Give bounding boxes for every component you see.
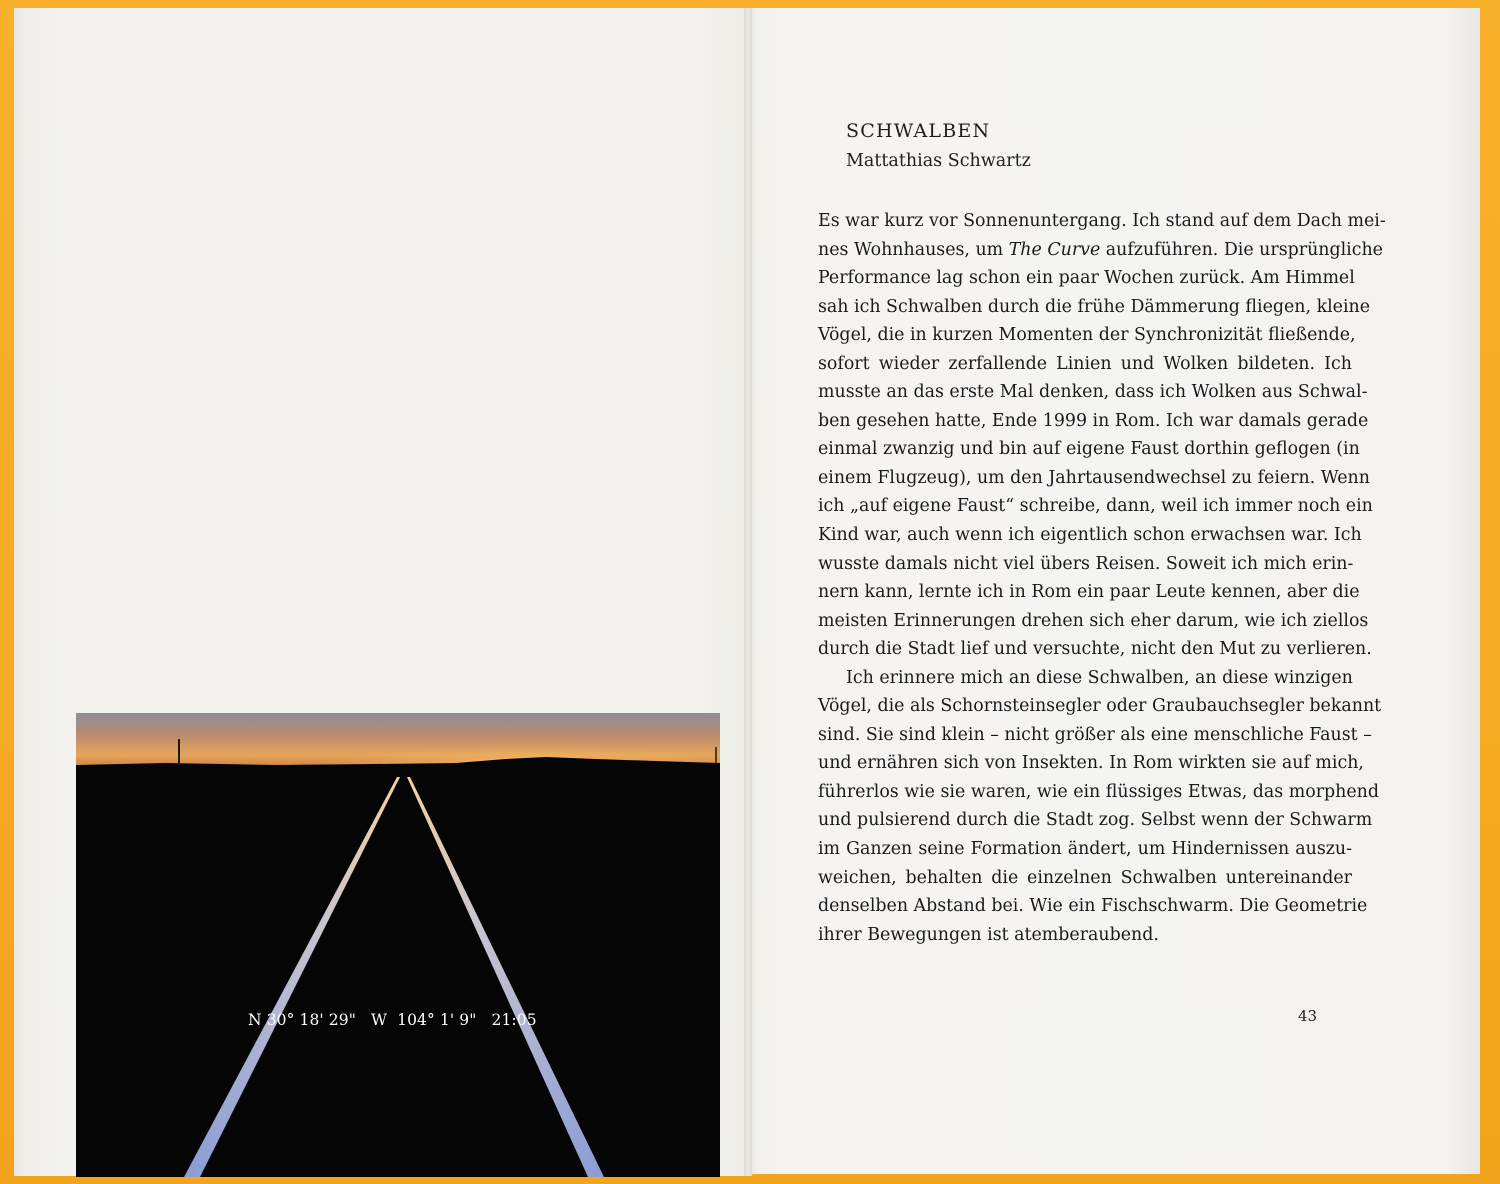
text-line: und ernähren sich von Insekten. In Rom wirkten sie auf mich, — [818, 753, 1364, 774]
text-line: im Ganzen seine Formation ändert, um Hindernissen auszu- — [818, 839, 1352, 860]
text-line: einem Flugzeug), um den Jahrtausendwechsel zu feiern. Wenn — [818, 467, 1370, 488]
text-line: sah ich Schwalben durch die frühe Dämmerung fliegen, kleine — [818, 296, 1371, 317]
chapter-title: SCHWALBEN — [846, 120, 991, 142]
text-line: weichen, behalten die einzelnen Schwalben untereinander — [818, 867, 1352, 888]
chapter-author: Mattathias Schwartz — [846, 151, 1031, 171]
text-line: ihrer Bewegungen ist atemberaubend. — [818, 924, 1159, 945]
text-line: meisten Erinnerungen drehen sich eher darum, wie ich ziellos — [818, 610, 1369, 631]
body-text — [818, 207, 1386, 949]
text-line: musste an das erste Mal denken, dass ich Wolken aus Schwal- — [818, 382, 1368, 403]
text-line: sofort wieder zerfallende Linien und Wolken bildeten. Ich — [818, 353, 1352, 374]
text-line: nern kann, lernte ich in Rom ein paar Leute kennen, aber die — [818, 582, 1360, 603]
page-number: 43 — [1298, 1007, 1318, 1025]
text-line: Vögel, die in kurzen Momenten der Synchronizität fließende, — [818, 325, 1356, 346]
photo-image — [76, 713, 720, 1177]
text-line: wusste damals nicht viel übers Reisen. Soweit ich mich erin- — [818, 553, 1354, 574]
text-line: Ich erinnere mich an diese Schwalben, an diese winzigen — [846, 667, 1353, 688]
text-line: Es war kurz vor Sonnenuntergang. Ich stand auf dem Dach mei- — [818, 211, 1386, 231]
text-line: ben gesehen hatte, Ende 1999 in Rom. Ich war damals gerade — [818, 410, 1369, 431]
text-line: durch die Stadt lief und versuchte, nicht den Mut zu verlieren. — [818, 639, 1372, 660]
photo-coordinates-caption: N 30° 18' 29" W 104° 1' 9" 21:05 — [248, 1011, 537, 1029]
text-line: einmal zwanzig und bin auf eigene Faust dorthin geflogen (in — [818, 439, 1360, 460]
text-line: ich „auf eigene Faust“ schreibe, dann, weil ich immer noch ein — [818, 496, 1373, 517]
text-line: sind. Sie sind klein – nicht größer als eine menschliche Faust – — [818, 724, 1372, 745]
text-line: Performance lag schon ein paar Wochen zurück. Am Himmel — [818, 268, 1355, 289]
text-line: nes Wohnhauses, um The Curve aufzuführen. Die ursprüngliche — [818, 239, 1383, 260]
book-gutter — [744, 8, 752, 1176]
railway-sunset-photo — [76, 713, 720, 1177]
text-line: denselben Abstand bei. Wie ein Fischschwarm. Die Geometrie — [818, 896, 1368, 917]
text-line: führerlos wie sie waren, wie ein flüssiges Etwas, das morphend — [818, 781, 1379, 802]
text-line: Kind war, auch wenn ich eigentlich schon erwachsen war. Ich — [818, 525, 1362, 546]
text-line: Vögel, die als Schornsteinsegler oder Graubauchsegler bekannt — [818, 696, 1382, 717]
text-line: und pulsierend durch die Stadt zog. Selbst wenn der Schwarm — [818, 810, 1373, 831]
